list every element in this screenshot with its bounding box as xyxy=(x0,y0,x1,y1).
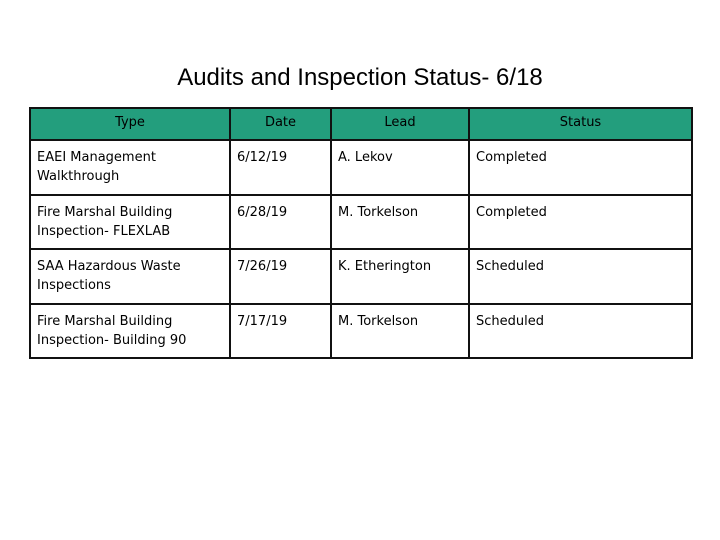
cell-status: Scheduled xyxy=(469,304,692,359)
slide-title: Audits and Inspection Status- 6/18 xyxy=(177,64,543,91)
cell-date: 6/28/19 xyxy=(230,195,331,250)
header-date: Date xyxy=(230,108,331,140)
table-row xyxy=(30,140,692,195)
table-row xyxy=(30,304,692,359)
cell-type: Fire Marshal Building Inspection- Building 90 xyxy=(30,304,230,359)
table-row xyxy=(30,249,692,304)
cell-type: SAA Hazardous Waste Inspections xyxy=(30,249,230,304)
cell-status: Completed xyxy=(469,195,692,250)
cell-lead: A. Lekov xyxy=(331,140,469,195)
header-lead: Lead xyxy=(331,108,469,140)
cell-status: Scheduled xyxy=(469,249,692,304)
table-header-row xyxy=(30,108,692,140)
status-table xyxy=(29,107,693,359)
cell-lead: K. Etherington xyxy=(331,249,469,304)
cell-type: EAEI Management Walkthrough xyxy=(30,140,230,195)
cell-date: 7/17/19 xyxy=(230,304,331,359)
cell-lead: M. Torkelson xyxy=(331,304,469,359)
cell-date: 7/26/19 xyxy=(230,249,331,304)
cell-type: Fire Marshal Building Inspection- FLEXLAB xyxy=(30,195,230,250)
header-status: Status xyxy=(469,108,692,140)
header-type: Type xyxy=(30,108,230,140)
cell-date: 6/12/19 xyxy=(230,140,331,195)
table-row xyxy=(30,195,692,250)
cell-status: Completed xyxy=(469,140,692,195)
cell-lead: M. Torkelson xyxy=(331,195,469,250)
